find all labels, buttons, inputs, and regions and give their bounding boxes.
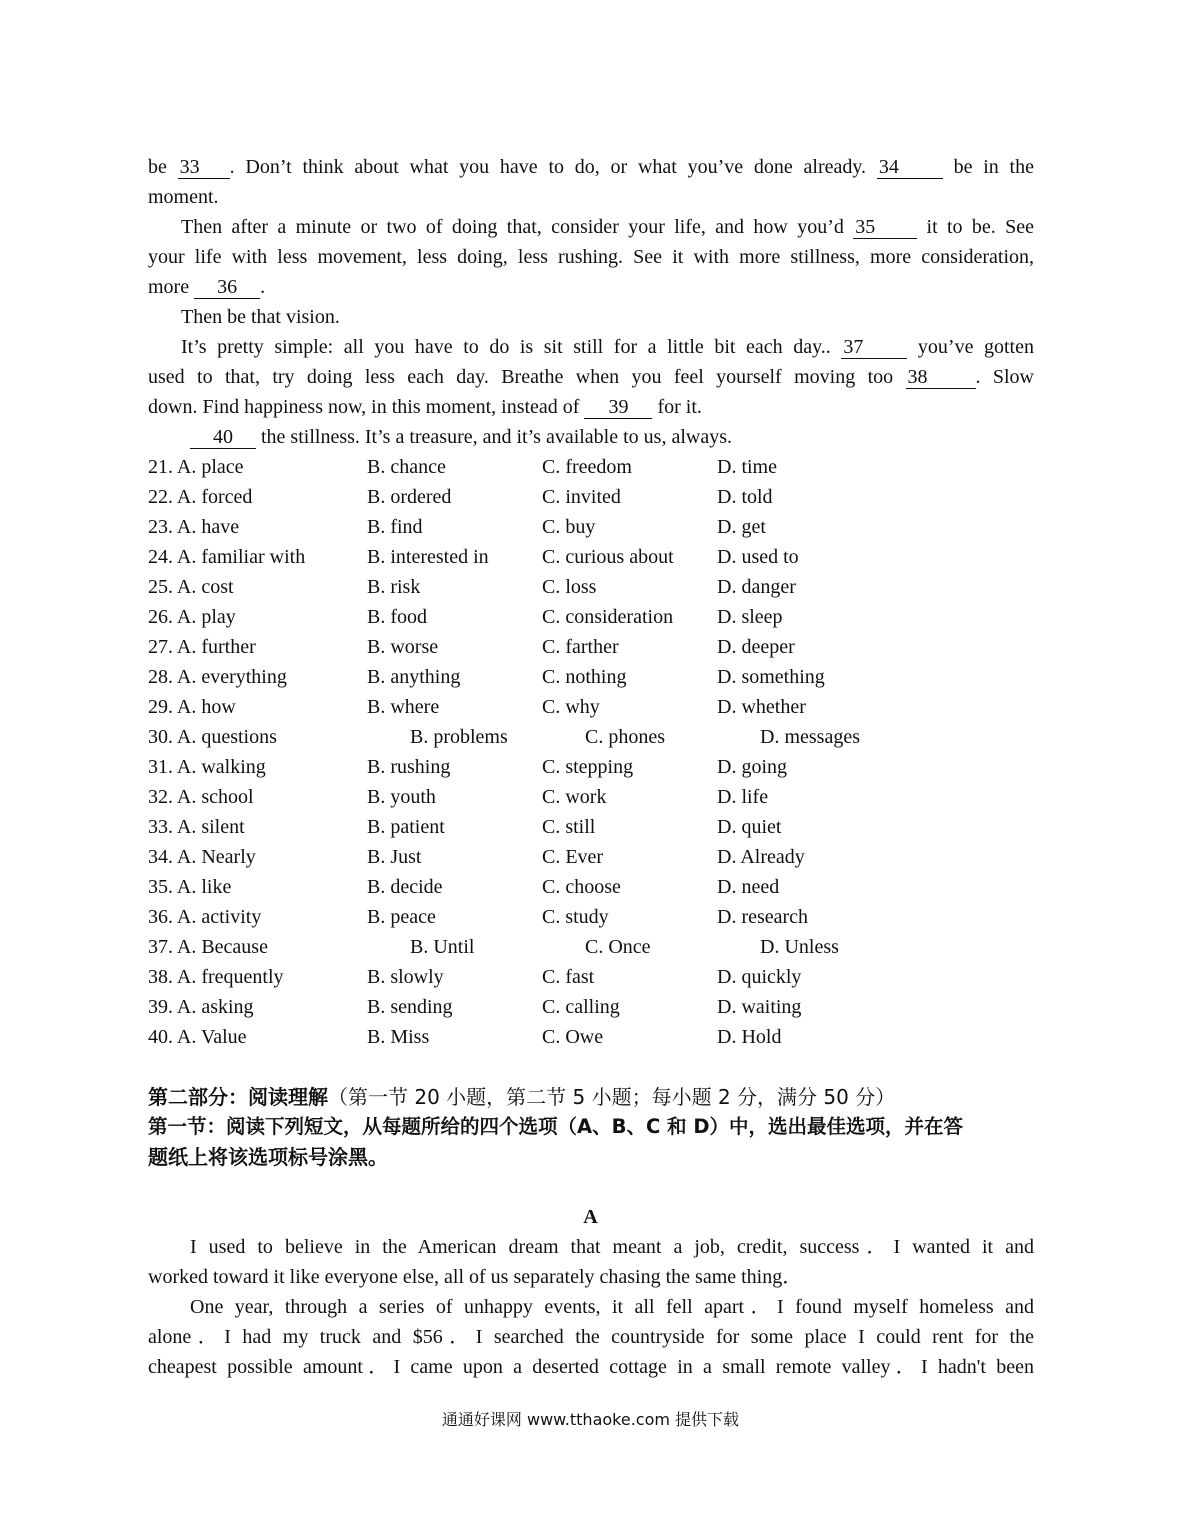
option-d: D. sleep	[717, 606, 783, 628]
option-a: 38. A. frequently	[148, 966, 284, 988]
option-a: 37. A. Because	[148, 936, 268, 958]
option-b: B. Until	[410, 936, 475, 958]
option-b: B. where	[367, 696, 440, 718]
option-c: C. why	[542, 696, 600, 718]
option-b: B. anything	[367, 666, 461, 688]
blank-39: 39	[584, 396, 652, 419]
option-d: D. research	[717, 906, 809, 928]
option-d: D. quickly	[717, 966, 802, 988]
passage-line-4: your life with less movement, less doing, less rushing. See it with more stillness, more consideration,	[148, 246, 1034, 268]
option-c: C. fast	[542, 966, 595, 988]
option-d: D. need	[717, 876, 780, 898]
option-b: B. problems	[410, 726, 508, 748]
option-c: C. buy	[542, 516, 596, 538]
option-d: D. something	[717, 666, 825, 688]
option-a: 21. A. place	[148, 456, 244, 478]
question-row	[148, 992, 1034, 1022]
passage-line-7	[181, 332, 1034, 362]
option-b: B. Just	[367, 846, 422, 868]
option-a: 33. A. silent	[148, 816, 245, 838]
question-row	[148, 452, 1034, 482]
option-a: 39. A. asking	[148, 996, 254, 1018]
text: the stillness. It’s a treasure, and it’s available to us, always.	[256, 426, 732, 448]
option-c: C. still	[542, 816, 596, 838]
option-b: B. interested in	[367, 546, 489, 568]
option-c: C. Owe	[542, 1026, 604, 1048]
text: . Slow	[975, 366, 1034, 388]
option-b: B. find	[367, 516, 423, 538]
text: for it.	[652, 396, 702, 418]
blank-33: 33	[178, 156, 230, 179]
passage-a-line-4: alone．I had my truck and $56．I searched the countryside for some place I could rent for the	[148, 1326, 1034, 1348]
option-b: B. ordered	[367, 486, 452, 508]
option-c: C. nothing	[542, 666, 627, 688]
option-a: 25. A. cost	[148, 576, 234, 598]
option-d: D. deeper	[717, 636, 795, 658]
question-row	[148, 722, 1034, 752]
text: .	[260, 276, 266, 298]
option-c: C. loss	[542, 576, 597, 598]
option-b: B. chance	[367, 456, 446, 478]
option-c: C. consideration	[542, 606, 674, 628]
passage-line-10	[190, 422, 1076, 452]
option-d: D. time	[717, 456, 777, 478]
option-b: B. worse	[367, 636, 439, 658]
option-a: 28. A. everything	[148, 666, 287, 688]
option-d: D. Already	[717, 846, 805, 868]
option-c: C. farther	[542, 636, 619, 658]
option-a: 22. A. forced	[148, 486, 253, 508]
passage-line-8	[148, 362, 1034, 392]
option-b: B. decide	[367, 876, 443, 898]
text: . Don’t think about what you have to do, or what you’ve done already.	[229, 156, 877, 178]
option-c: C. choose	[542, 876, 621, 898]
option-a: 29. A. how	[148, 696, 236, 718]
option-b: B. slowly	[367, 966, 444, 988]
text: used to that, try doing less each day. Breathe when you feel yourself moving too	[148, 366, 906, 388]
option-a: 35. A. like	[148, 876, 232, 898]
option-d: D. Unless	[760, 936, 839, 958]
question-row	[148, 482, 1034, 512]
option-d: D. going	[717, 756, 787, 778]
question-row	[148, 1022, 1034, 1052]
option-b: B. youth	[367, 786, 436, 808]
option-c: C. freedom	[542, 456, 632, 478]
option-b: B. food	[367, 606, 427, 628]
option-b: B. risk	[367, 576, 421, 598]
question-row	[148, 602, 1034, 632]
question-row	[148, 932, 1034, 962]
question-row	[148, 752, 1034, 782]
option-d: D. quiet	[717, 816, 782, 838]
question-row	[148, 512, 1034, 542]
option-a: 36. A. activity	[148, 906, 262, 928]
option-a: 40. A. Value	[148, 1026, 247, 1048]
text: down. Find happiness now, in this moment, instead of	[148, 396, 585, 418]
option-b: B. peace	[367, 906, 436, 928]
option-d: D. told	[717, 486, 773, 508]
passage-line-9	[148, 392, 1034, 422]
blank-38: 38	[906, 366, 976, 389]
option-c: C. study	[542, 906, 609, 928]
blank-40: 40	[190, 426, 256, 449]
question-row	[148, 962, 1034, 992]
option-c: C. stepping	[542, 756, 634, 778]
passage-line-2: moment.	[148, 186, 219, 208]
option-a: 27. A. further	[148, 636, 256, 658]
blank-37: 37	[841, 336, 907, 359]
question-row	[148, 572, 1034, 602]
option-d: D. messages	[760, 726, 860, 748]
question-row	[148, 842, 1034, 872]
text: It’s pretty simple: all you have to do is sit still for a little bit each day..	[181, 336, 842, 358]
question-row	[148, 872, 1034, 902]
passage-a-line-2: worked toward it like everyone else, all of us separately chasing the same thing．	[148, 1266, 803, 1288]
option-d: D. used to	[717, 546, 799, 568]
option-b: B. rushing	[367, 756, 451, 778]
passage-line-6: Then be that vision.	[181, 306, 340, 328]
text: it to be. See	[917, 216, 1034, 238]
part2-title-plain: （第一节 20 小题，第二节 5 小题；每小题 2 分，满分 50 分）	[328, 1085, 896, 1109]
text: Then after a minute or two of doing that, consider your life, and how you’d	[181, 216, 854, 238]
text: you’ve gotten	[907, 336, 1034, 358]
option-c: C. Once	[585, 936, 651, 958]
option-a: 32. A. school	[148, 786, 254, 808]
option-b: B. patient	[367, 816, 445, 838]
option-c: C. Ever	[542, 846, 604, 868]
section1-instructions-line1: 第一节：阅读下列短文，从每题所给的四个选项（A、B、C 和 D）中，选出最佳选项，并在答	[148, 1115, 964, 1138]
passage-line-5	[148, 272, 1034, 302]
blank-34: 34	[877, 156, 943, 179]
option-b: B. sending	[367, 996, 453, 1018]
option-a: 26. A. play	[148, 606, 236, 628]
option-d: D. Hold	[717, 1026, 782, 1048]
option-d: D. get	[717, 516, 766, 538]
part2-title	[148, 1082, 1038, 1112]
text: be in the	[942, 156, 1034, 178]
text: more	[148, 276, 195, 298]
question-row	[148, 692, 1034, 722]
question-row	[148, 662, 1034, 692]
passage-a-line-1: I used to believe in the American dream that meant a job, credit, success．I wanted it and	[190, 1236, 1034, 1258]
option-a: 23. A. have	[148, 516, 240, 538]
question-row	[148, 782, 1034, 812]
option-a: 34. A. Nearly	[148, 846, 256, 868]
blank-35: 35	[853, 216, 917, 239]
option-a: 30. A. questions	[148, 726, 277, 748]
option-c: C. invited	[542, 486, 621, 508]
blank-36: 36	[194, 276, 260, 299]
passage-a-line-5: cheapest possible amount．I came upon a deserted cottage in a small remote valley．I hadn't been	[148, 1356, 1034, 1378]
part2-title-bold: 第二部分：阅读理解	[148, 1085, 328, 1109]
option-c: C. curious about	[542, 546, 674, 568]
option-b: B. Miss	[367, 1026, 430, 1048]
option-c: C. phones	[585, 726, 665, 748]
option-a: 31. A. walking	[148, 756, 266, 778]
section1-instructions-line2: 题纸上将该选项标号涂黑。	[148, 1145, 388, 1169]
passage-line-1	[148, 152, 1034, 182]
option-a: 24. A. familiar with	[148, 546, 306, 568]
question-row	[148, 902, 1034, 932]
question-row	[148, 812, 1034, 842]
option-d: D. whether	[717, 696, 806, 718]
option-d: D. waiting	[717, 996, 802, 1018]
option-c: C. work	[542, 786, 607, 808]
passage-a-line-3: One year, through a series of unhappy events, it all fell apart．I found myself homeless and	[190, 1296, 1034, 1318]
question-row	[148, 542, 1034, 572]
passage-line-3	[181, 212, 1034, 242]
passage-a-heading: A	[583, 1206, 598, 1228]
text: be	[148, 156, 178, 178]
question-row	[148, 632, 1034, 662]
option-c: C. calling	[542, 996, 620, 1018]
page-footer: 通通好课网 www.tthaoke.com 提供下载	[441, 1410, 740, 1429]
option-d: D. danger	[717, 576, 796, 598]
option-d: D. life	[717, 786, 769, 808]
